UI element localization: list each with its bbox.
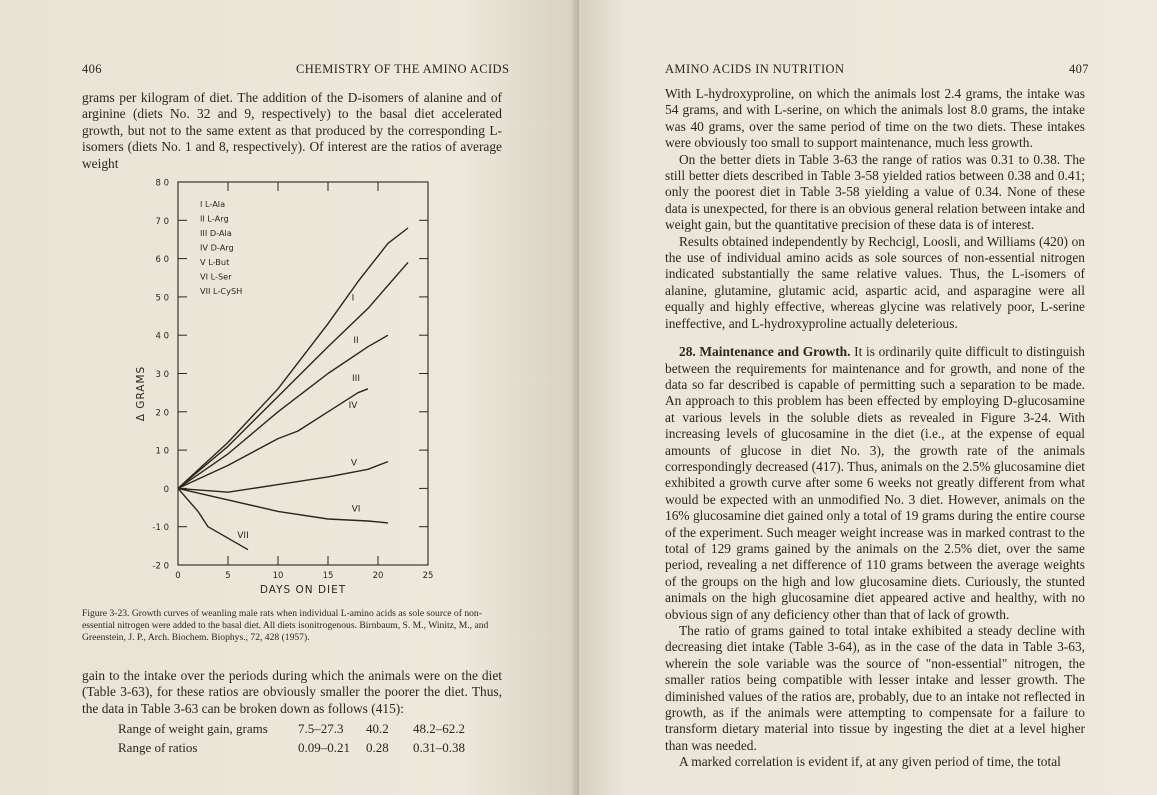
left-bottom-paragraph (82, 668, 502, 717)
legend-entry: VII L-CySH (200, 286, 243, 296)
legend-entry: IV D-Arg (200, 242, 234, 253)
paragraph: The ratio of grams gained to total intake exhibited a steady decline with decreasing diet intake (Table 3-64), as in the case of the data in Table 3-63, wherein the sole variable was the source of "non-essential" nitrogen, the smaller ratios being compatible with lesser intake and lesser growth. The diminished values of the ratios are, probably, due to an intake not reflected in growth, as if the animals were attempting to compensate for a failure to transform dietary material into tissue by ingesting the diet at a level higher than was needed. (665, 623, 1085, 753)
y-tick-label: 6 0 (155, 255, 169, 266)
y-tick-label: -1 0 (152, 523, 169, 534)
table-cell: 0.31–0.38 (413, 740, 465, 755)
paragraph: gain to the intake over the periods during which the animals were on the diet (Table 3-63), for these ratios are obviously smaller the poorer the diet. Thus, the data in Table 3-63 can be broken down as follows (415): (82, 668, 502, 716)
section-body: It is ordinarily quite difficult to distinguish between the requirements for maintenance and for growth, and none of the data so far described is capable of permitting such a separation to be made. An approach to this problem has been effected by employing D-glucosamine at various levels in the soluble diets as revealed in Figure 3-24. With increasing levels of glucosamine in the diet (i.e., at the expense of equal amounts of glucose in diet No. 3), the growth rate of the animals correspondingly decreased (417). Thus, animals on the 2.5% glucosamine diet exhibited a growth curve after some 6 weeks not greatly different from what would be expected with an unmodified No. 3 diet. However, animals on the 16% glucosamine diet gained only a total of 19 grams during the entire course of the experiment. Such meager weight increase was in marked contrast to the total of 129 grams gained by the animals on the 2.5% diet, over the same period, revealing a net difference of 110 grams between the average weights of the groups on the high and low glucosamine diets. Curiously, the stunted animals on the high glucosamine diet appeared active and healthy, with no obvious sign of any deficiency other than that of lack of growth. (665, 344, 1085, 622)
paragraph: grams per kilogram of diet. The addition of the D-isomers of alanine and of arginine (diets No. 32 and 9, respectively) to the basal diet accelerated growth, but not to the same extent as that produced by the corresponding L-isomers (diets No. 1 and 8, respectively). Of interest are the ratios of average weight (82, 90, 502, 171)
y-tick-label: 2 0 (155, 408, 169, 419)
table-cell: 0.09–0.21 (298, 740, 350, 755)
y-tick-label: 3 0 (155, 370, 169, 380)
y-tick-label: 5 0 (155, 293, 169, 304)
y-tick-label: 1 0 (155, 446, 169, 457)
chart-layer (135, 179, 433, 597)
section-heading: 28. Maintenance and Growth. (679, 344, 851, 360)
x-tick-label: 10 (272, 571, 284, 581)
paragraph: On the better diets in Table 3-63 the range of ratios was 0.31 to 0.38. The still better diets described in Table 3-58 yielded ratios between 0.38 and 0.41; only the poorest diet in Table 3-58 yielding a value of 0.34. None of these data is unexpected, for there is an obvious general relation between intake and weight gain, but the quantitative precision of these data is of interest. (665, 151, 1085, 233)
x-tick-label: 25 (422, 571, 434, 581)
section-paragraph (665, 344, 1085, 623)
y-tick-label: 7 0 (155, 216, 169, 227)
legend-entry: III D-Ala (200, 228, 232, 238)
y-tick-label: 8 0 (155, 178, 169, 189)
paragraph: A marked correlation is evident if, at any given period of time, the total (679, 754, 1061, 770)
series-label: V (350, 458, 358, 469)
series-label: I (351, 293, 355, 304)
right-text-block (665, 86, 1085, 771)
series-label: VI (351, 504, 361, 515)
paragraph: Results obtained independently by Rechcigl, Loosli, and Williams (420) on the use of individual amino acids as sole sources of non-essential nitrogen indicated substantially the same relative values. Thus, the L-isomers of alanine, glutamine, glutamic acid, aspartic acid, and asparagine were all equally and highly effective, whereas glycine was relatively poor, L-serine ineffective, and L-hydroxyproline actually deleterious. (665, 233, 1085, 331)
table-cell: 48.2–62.2 (413, 721, 465, 736)
plot-frame (178, 182, 428, 565)
paragraph: With L-hydroxyproline, on which the animals lost 2.4 grams, the intake was 54 grams, and with L-serine, on which the animals lost 8.0 grams, the intake was 40 grams, over the same period of time on the two diets. These intakes were obviously too small to support maintenance, much less growth. (665, 86, 1085, 151)
legend-entry: V L-But (200, 257, 230, 267)
x-tick-label: 15 (322, 571, 334, 581)
legend-entry: II L-Arg (200, 213, 229, 224)
y-tick-label: -2 0 (152, 561, 169, 572)
series-line-ii (178, 262, 408, 488)
series-label: IV (348, 400, 358, 411)
table-cell: 0.28 (366, 740, 389, 755)
left-page (0, 0, 578, 795)
table-cell: 40.2 (366, 721, 389, 736)
series-label: VII (237, 531, 249, 542)
left-top-paragraph (82, 90, 502, 172)
x-tick-label: 0 (175, 571, 181, 581)
series-line-i (178, 228, 408, 488)
x-tick-label: 20 (372, 571, 384, 581)
x-tick-label: 5 (225, 571, 231, 581)
legend-entry: I L-Ala (200, 199, 226, 209)
figure-caption: Figure 3-23. Growth curves of weanling male rats when individual L-amino acids as sole source of non-essential nitrogen were added to the basal diet. All diets isonitrogenous. Birnbaum, S. M., Winitz, M., and Greenstein, J. P., Arch. Biochem. Biophys., 72, 428 (1957). (82, 608, 489, 643)
table-cell: 7.5–27.3 (298, 721, 344, 736)
ratio-table (118, 719, 498, 757)
page-number-left: 406 (82, 62, 102, 76)
y-tick-label: 4 0 (155, 331, 169, 342)
right-page (579, 0, 1157, 795)
table-cell: Range of ratios (118, 740, 198, 755)
series-label: III (352, 374, 360, 385)
table-row (118, 738, 498, 757)
running-head-right: AMINO ACIDS IN NUTRITION (665, 62, 845, 76)
legend-entry: VI L-Ser (200, 271, 232, 282)
y-tick-label: 0 (163, 484, 169, 495)
growth-curve-chart (130, 170, 450, 600)
running-head-left: CHEMISTRY OF THE AMINO ACIDS (296, 62, 510, 76)
page-number-right: 407 (1069, 62, 1089, 76)
series-label: II (353, 335, 359, 346)
table-cell: Range of weight gain, grams (118, 721, 268, 736)
table-row (118, 719, 498, 738)
series-line-iv (178, 389, 368, 489)
x-axis-label: DAYS ON DIET (259, 584, 347, 596)
y-axis-label: Δ GRAMS (135, 365, 147, 422)
